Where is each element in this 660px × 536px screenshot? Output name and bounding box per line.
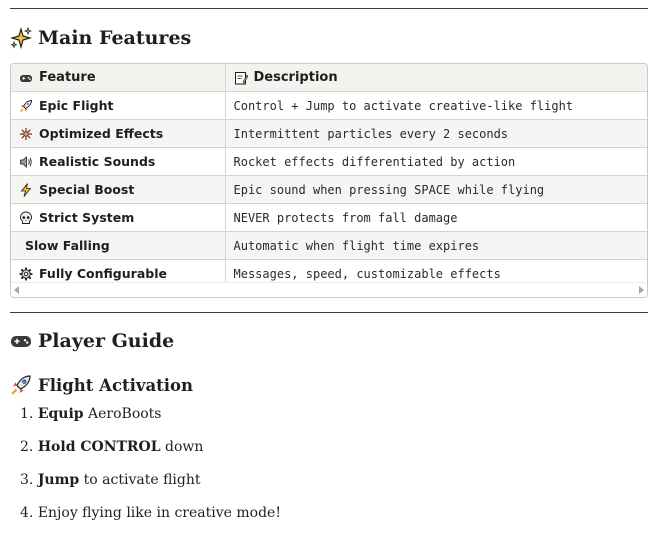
list-item [20, 404, 281, 437]
table-row [11, 176, 647, 204]
lightning-icon [19, 183, 33, 197]
feature-cell [11, 92, 225, 120]
table-row [11, 232, 647, 260]
feature-label: Optimized Effects [39, 126, 164, 141]
step-number: 1. [20, 406, 34, 422]
features-table [10, 63, 648, 298]
description-cell: NEVER protects from fall damage [225, 204, 647, 232]
description-cell: Intermittent particles every 2 seconds [225, 120, 647, 148]
step-text: to activate flight [79, 472, 201, 488]
feature-label: Realistic Sounds [39, 154, 156, 169]
rocket-icon [10, 374, 32, 396]
step-text: AeroBoots [83, 406, 162, 422]
table-row [11, 92, 647, 120]
game-controller-icon [19, 71, 33, 85]
feature-cell [11, 120, 225, 148]
table-row [11, 148, 647, 176]
step-number: 3. [20, 472, 34, 488]
list-item [20, 437, 281, 470]
horizontal-rule-middle [10, 312, 648, 313]
memo-icon [234, 71, 248, 85]
feature-label: Epic Flight [39, 98, 114, 113]
description-cell: Messages, speed, customizable effects [225, 260, 647, 288]
feature-label: Special Boost [39, 182, 135, 197]
feature-label: Fully Configurable [39, 266, 167, 281]
list-item [20, 470, 281, 503]
sparkler-icon [19, 127, 33, 141]
rocket-icon [19, 99, 33, 113]
description-cell: Automatic when flight time expires [225, 232, 647, 260]
scroll-right-arrow-icon[interactable] [639, 286, 644, 294]
feature-label: Slow Falling [25, 238, 110, 253]
game-controller-icon [10, 330, 32, 352]
step-text: down [160, 439, 204, 455]
feature-label: Strict System [39, 210, 135, 225]
step-bold-text: Equip [37, 406, 84, 422]
feature-cell [11, 148, 225, 176]
main-features-heading [10, 27, 191, 49]
description-header-label: Description [253, 70, 338, 85]
sparkles-icon [10, 27, 32, 49]
description-cell: Rocket effects differentiated by action [225, 148, 647, 176]
horizontal-scrollbar[interactable] [11, 282, 647, 297]
description-column-header [225, 64, 647, 92]
horizontal-rule-top [10, 8, 648, 9]
main-features-title: Main Features [38, 27, 192, 49]
feature-cell [11, 204, 225, 232]
table-row [11, 204, 647, 232]
player-guide-title: Player Guide [38, 330, 175, 352]
step-bold-text: Jump [37, 472, 80, 488]
gear-icon [19, 267, 33, 281]
step-number: 4. [20, 505, 34, 521]
feature-header-label: Feature [39, 70, 96, 85]
speaker-icon [19, 155, 33, 169]
step-text: Enjoy flying like in creative mode! [37, 505, 281, 521]
feature-cell [11, 176, 225, 204]
table-header-row [11, 64, 647, 92]
scroll-left-arrow-icon[interactable] [14, 286, 19, 294]
step-bold-text: Hold CONTROL [37, 439, 161, 455]
description-cell: Epic sound when pressing SPACE while flying [225, 176, 647, 204]
skull-icon [19, 211, 33, 225]
player-guide-heading [10, 330, 174, 352]
feature-column-header [11, 64, 225, 92]
description-cell: Control + Jump to activate creative-like flight [225, 92, 647, 120]
list-item [20, 503, 281, 536]
feature-cell [11, 232, 225, 260]
flight-activation-title: Flight Activation [38, 375, 194, 395]
table-row [11, 120, 647, 148]
step-number: 2. [20, 439, 34, 455]
flight-activation-heading [10, 374, 193, 396]
activation-steps-list [20, 404, 281, 536]
